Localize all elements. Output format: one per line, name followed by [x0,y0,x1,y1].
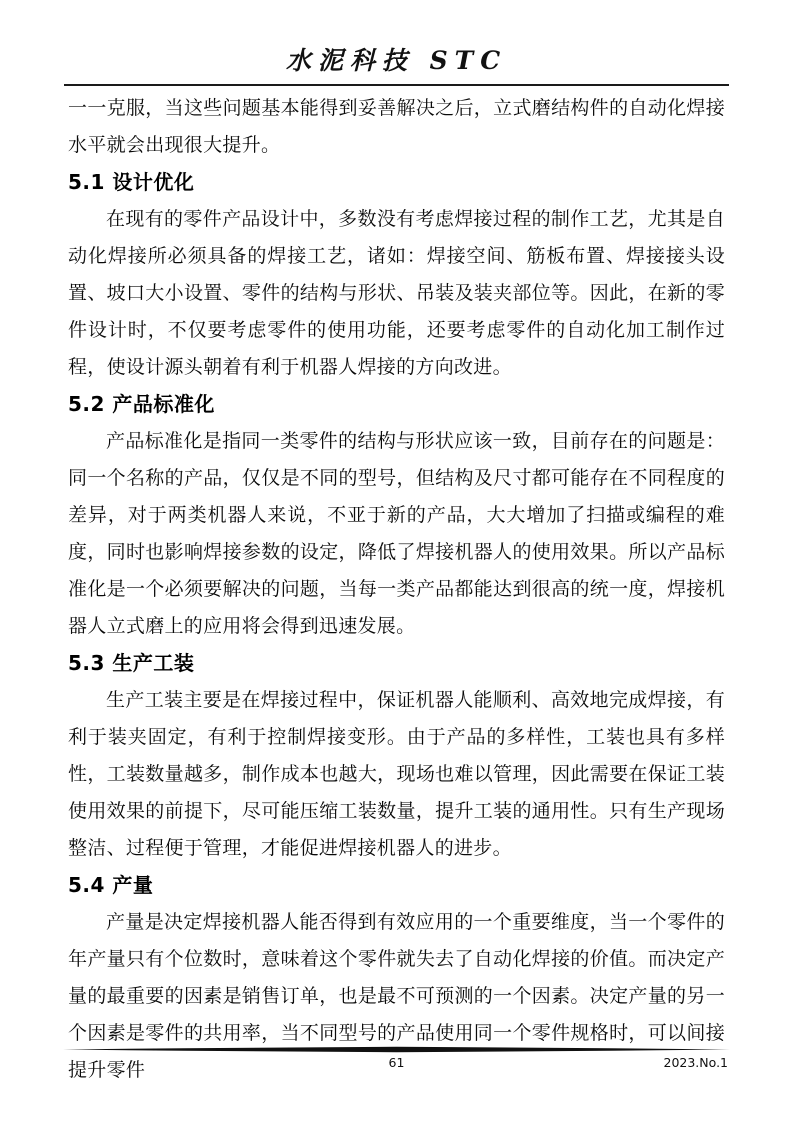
page-body [68,90,725,1089]
journal-title: 水泥科技 STC [285,46,508,75]
section-heading-5-2: 5.2 产品标准化 [68,392,215,416]
header-rule [64,84,729,86]
page-number: 61 [388,1055,405,1070]
section-paragraph-5-4: 产量是决定焊接机器人能否得到有效应用的一个重要维度，当一个零件的年产量只有个位数时，意味着这个零件就失去了自动化焊接的价值。而决定产量的最重要的因素是销售订单，也是最不可预测的一个因素。决定产量的另一个因素是零件的共用率，当不同型号的产品使用同一个零件规格时，可以间接提升零件 [68,911,725,1081]
continuation-paragraph: 一一克服，当这些问题基本能得到妥善解决之后，立式磨结构件的自动化焊接水平就会出现很大提升。 [68,97,725,156]
section-paragraph-5-1: 在现有的零件产品设计中，多数没有考虑焊接过程的制作工艺，尤其是自动化焊接所必须具备的焊接工艺，诸如：焊接空间、筋板布置、焊接接头设置、坡口大小设置、零件的结构与形状、吊装及装夹部位等。因此，在新的零件设计时，不仅要考虑零件的使用功能，还要考虑零件的自动化加工制作过程，使设计源头朝着有利于机器人焊接的方向改进。 [68,208,725,378]
section-heading-5-3: 5.3 生产工装 [68,651,195,675]
section-paragraph-5-2: 产品标准化是指同一类零件的结构与形状应该一致，目前存在的问题是：同一个名称的产品，仅仅是不同的型号，但结构及尺寸都可能存在不同程度的差异，对于两类机器人来说，不亚于新的产品，大大增加了扫描或编程的难度，同时也影响焊接参数的设定，降低了焊接机器人的使用效果。所以产品标准化是一个必须要解决的问题，当每一类产品都能达到很高的统一度，焊接机器人立式磨上的应用将会得到迅速发展。 [68,430,725,637]
page-header [0,0,793,86]
issue-label: 2023.No.1 [663,1055,728,1070]
section-heading-5-1: 5.1 设计优化 [68,170,195,194]
section-heading-5-4: 5.4 产量 [68,873,154,897]
footer-rule [63,1046,730,1053]
section-paragraph-5-3: 生产工装主要是在焊接过程中，保证机器人能顺利、高效地完成焊接，有利于装夹固定，有利于控制焊接变形。由于产品的多样性，工装也具有多样性，工装数量越多，制作成本也越大，现场也难以管理，因此需要在保证工装使用效果的前提下，尽可能压缩工装数量，提升工装的通用性。只有生产现场整洁、过程便于管理，才能促进焊接机器人的进步。 [68,689,725,859]
footer-row [63,1055,730,1073]
page-footer [63,1046,730,1073]
